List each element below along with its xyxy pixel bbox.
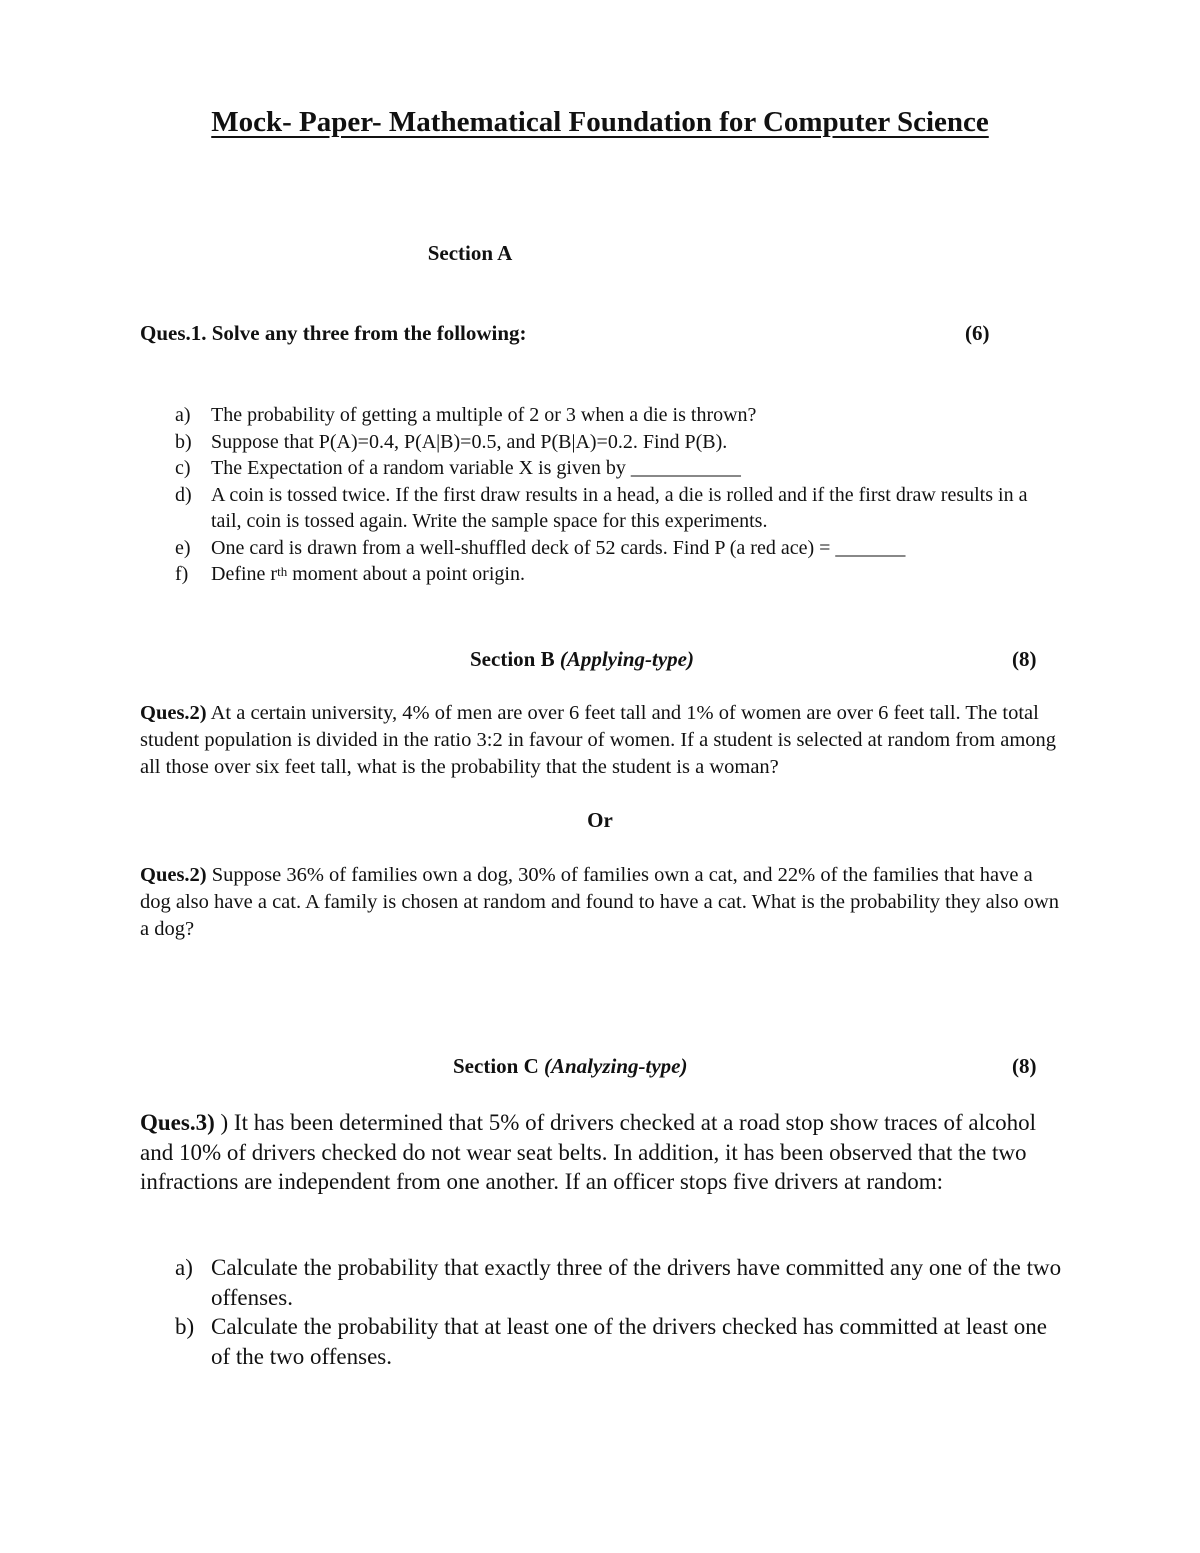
- section-c-heading: Section C: [453, 1054, 539, 1078]
- item-text: Calculate the probability that exactly three of the drivers have committed any one of the two offenses.: [211, 1255, 1062, 1310]
- question-label: Ques.2): [140, 864, 207, 886]
- question-3: [140, 1108, 1065, 1197]
- section-c-heading-line: [453, 1054, 687, 1079]
- superscript: th: [277, 564, 288, 579]
- item-label: a): [175, 1255, 193, 1280]
- section-c-type: (Analyzing-type): [544, 1054, 688, 1078]
- section-a-question-list: [0, 402, 1051, 588]
- list-item: [0, 455, 1051, 482]
- section-a-heading: Section A: [427, 241, 513, 265]
- question-2a: [140, 700, 1060, 782]
- question-text: Suppose 36% of families own a dog, 30% of families own a cat, and 22% of the families that have a dog also have a cat. A family is chosen at random and found to have a cat. What is the probability they also own a dog?: [140, 864, 1060, 941]
- list-item: [0, 402, 1051, 429]
- or-separator: Or: [587, 808, 613, 832]
- question-text: ) It has been determined that 5% of drivers checked at a road stop show traces of alcohol and 10% of drivers checked do not wear seat belts. In addition, it has been observed that the two infractions are independent from one another. If an officer stops five drivers at random:: [140, 1110, 1037, 1194]
- item-text: The Expectation of a random variable X is given by ___________: [211, 457, 741, 479]
- section-b-marks: (8): [1012, 647, 1037, 671]
- section-b-type: (Applying-type): [559, 647, 694, 671]
- item-label: b): [175, 1314, 195, 1339]
- item-label: b): [175, 430, 192, 453]
- item-text-post: moment about a point origin.: [287, 563, 525, 585]
- question-label: Ques.2): [140, 702, 207, 724]
- question-label: Ques.3): [140, 1110, 215, 1135]
- item-text: A coin is tossed twice. If the first draw results in a head, a die is rolled and if the first draw results in a tail, coin is tossed again. Write the sample space for this experiments.: [211, 483, 1028, 532]
- item-label: e): [175, 536, 191, 559]
- item-text: Suppose that P(A)=0.4, P(A|B)=0.5, and P(B|A)=0.2. Find P(B).: [211, 430, 728, 453]
- question-1-heading: Ques.1. Solve any three from the following:: [140, 321, 527, 345]
- item-text-pre: Define r: [211, 563, 278, 585]
- section-b-heading-line: [470, 647, 694, 672]
- list-item: [0, 429, 1051, 456]
- list-item: [0, 561, 1051, 588]
- question-text: At a certain university, 4% of men are over 6 feet tall and 1% of women are over 6 feet tall. The total student population is divided in the ratio 3:2 in favour of women. If a student is selected at random from among all those over six feet tall, what is the probability that the student is a woman?: [140, 702, 1057, 779]
- list-item: [0, 482, 1051, 535]
- section-c-marks: (8): [1012, 1054, 1037, 1078]
- item-text: Calculate the probability that at least one of the drivers checked has committed at least one of the two offenses.: [211, 1314, 1048, 1369]
- list-item: [0, 1312, 1071, 1371]
- question-1-marks: (6): [965, 321, 990, 345]
- item-text: One card is drawn from a well-shuffled deck of 52 cards. Find P (a red ace) = _______: [211, 536, 906, 559]
- item-label: a): [175, 404, 191, 426]
- list-item: [0, 1253, 1071, 1312]
- question-2b: [140, 862, 1065, 944]
- list-item: [0, 535, 1051, 562]
- section-b-heading: Section B: [470, 647, 555, 671]
- section-c-question-list: [0, 1253, 1071, 1371]
- page-title: Mock- Paper- Mathematical Foundation for Computer Science: [211, 106, 989, 138]
- item-label: f): [175, 563, 189, 585]
- item-text: The probability of getting a multiple of 2 or 3 when a die is thrown?: [211, 404, 757, 426]
- item-label: d): [175, 483, 192, 506]
- item-label: c): [175, 457, 191, 479]
